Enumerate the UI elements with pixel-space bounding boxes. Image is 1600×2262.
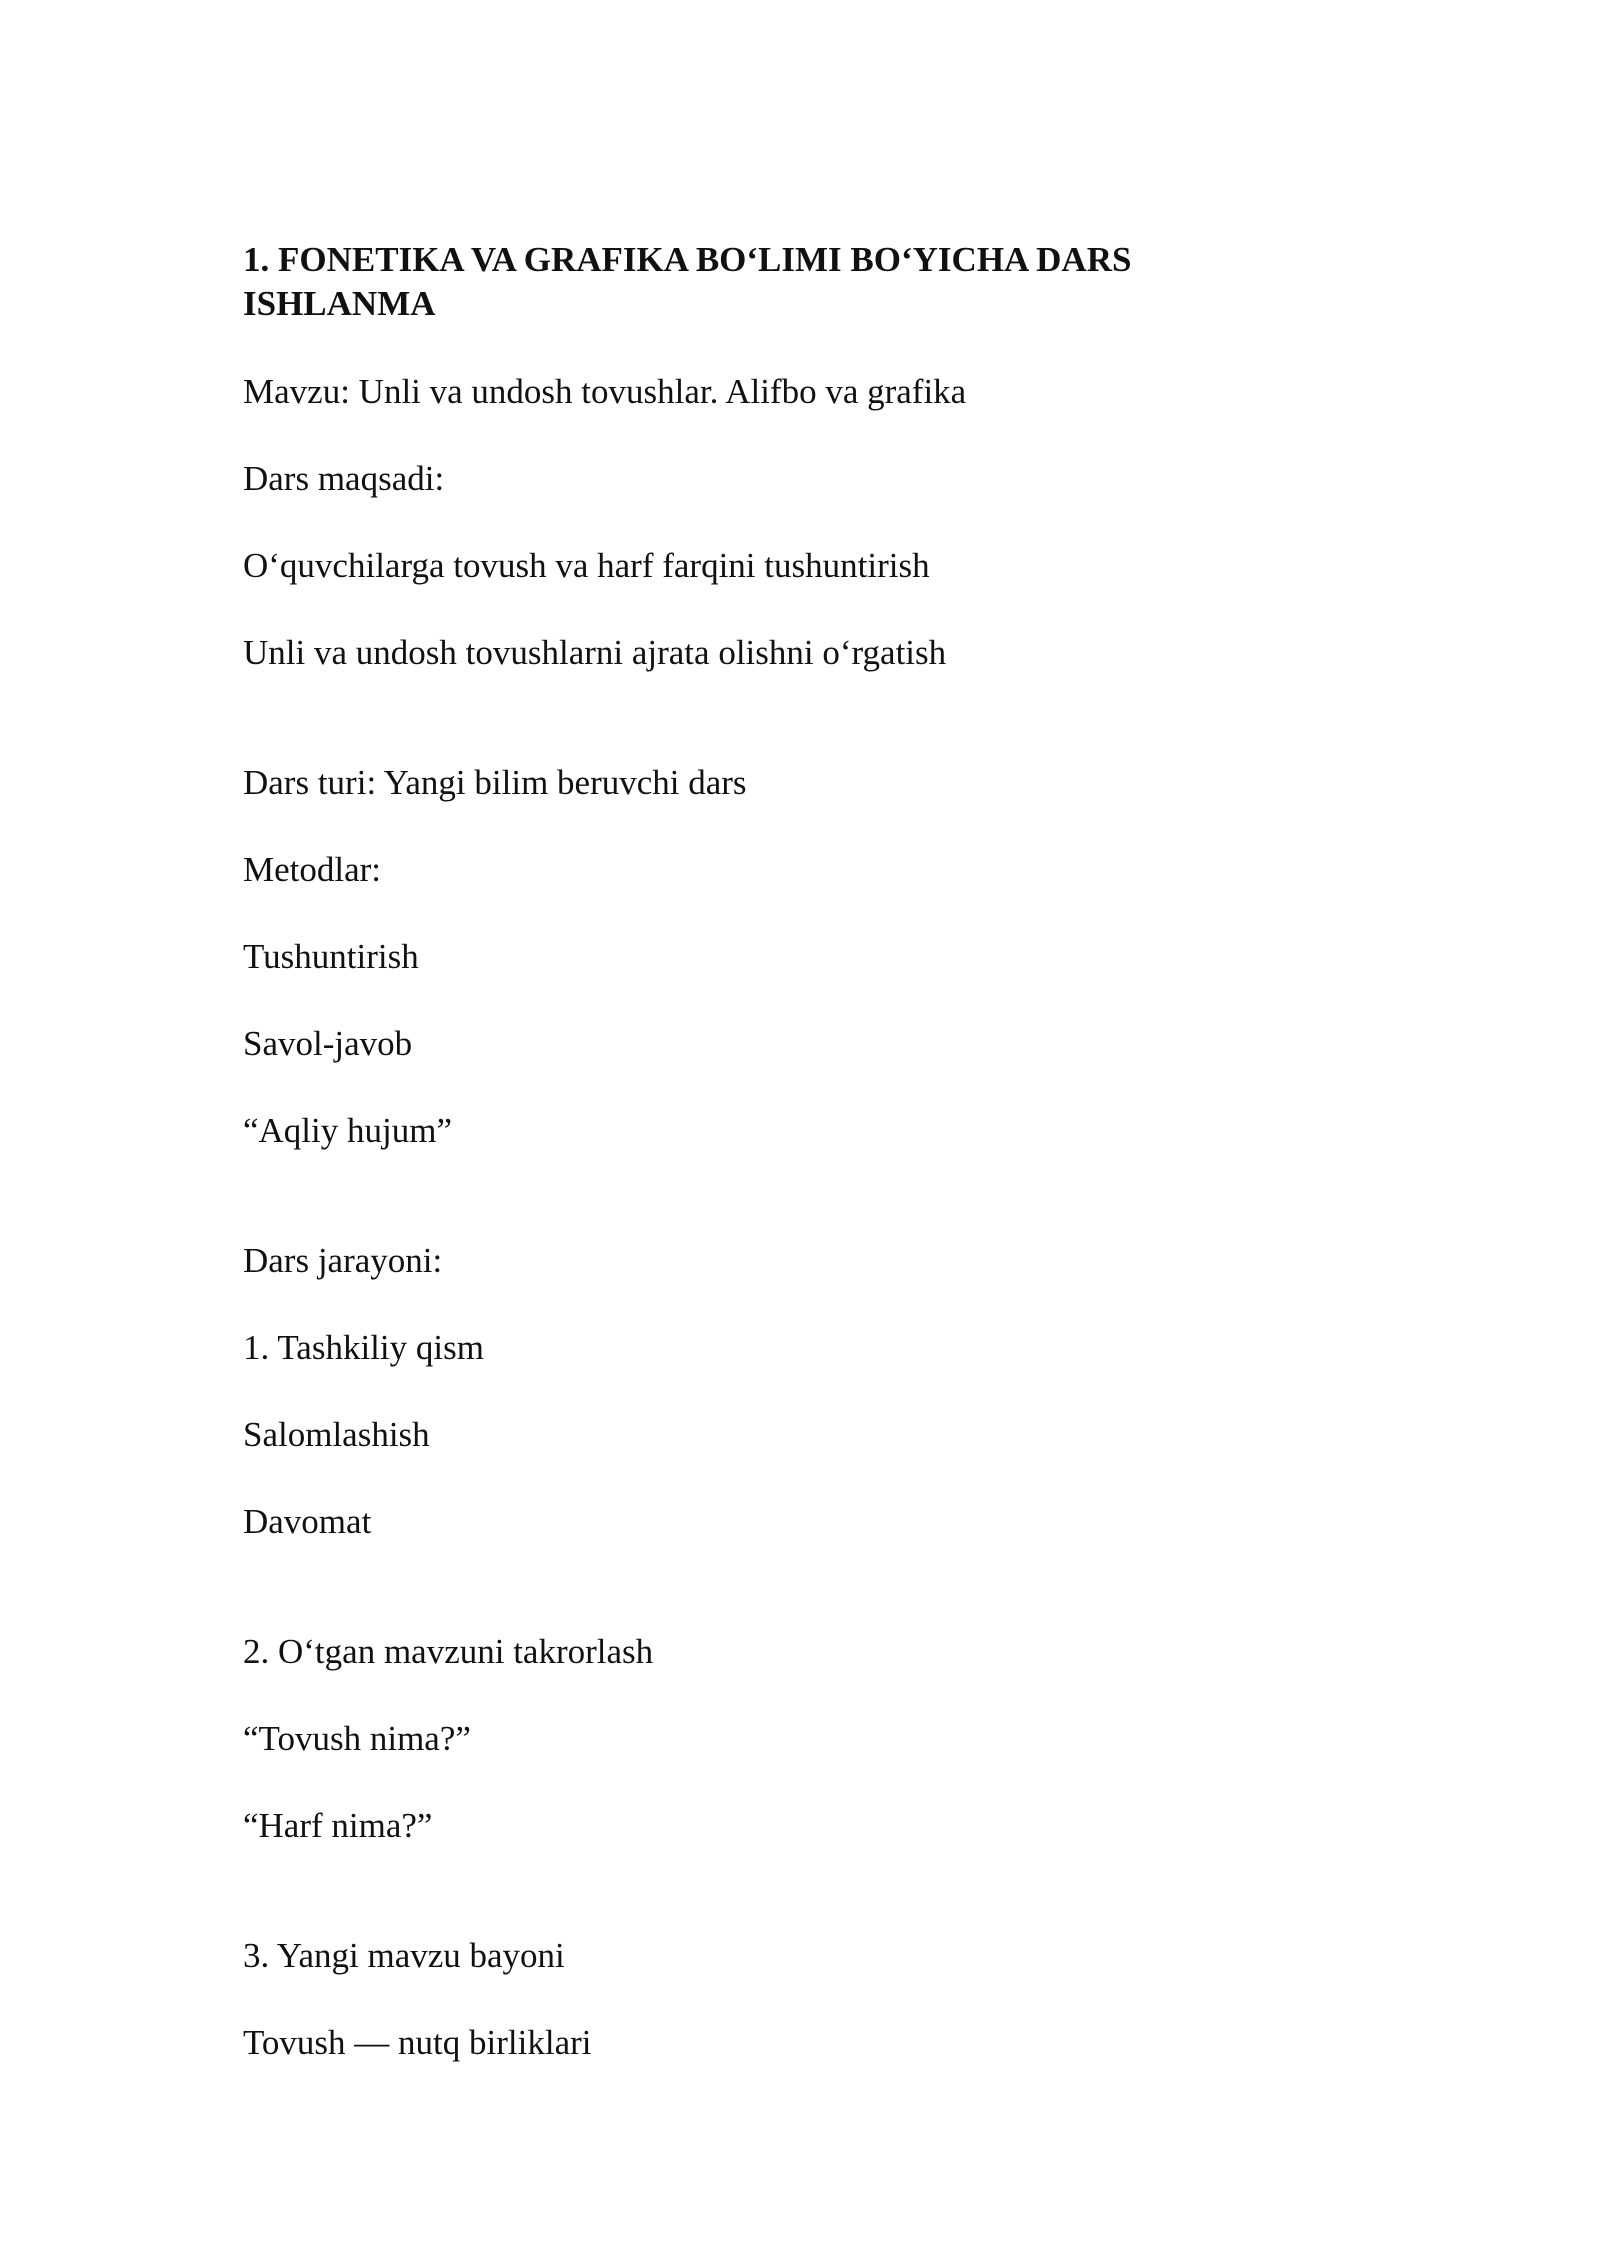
lesson-goal-item: O‘quvchilarga tovush va harf farqini tushuntirish (243, 546, 930, 585)
step-item: Salomlashish (243, 1415, 430, 1454)
lesson-process-heading: Dars jarayoni: (243, 1241, 443, 1280)
lesson-type-line: Dars turi: Yangi bilim beruvchi dars (243, 763, 747, 802)
step-item: Tovush — nutq birliklari (243, 2023, 592, 2062)
lesson-goal-heading: Dars maqsadi: (243, 459, 445, 498)
methods-heading: Metodlar: (243, 850, 382, 889)
lesson-goal-item: Unli va undosh tovushlarni ajrata olishni o‘rgatish (243, 633, 947, 672)
step-heading: 3. Yangi mavzu bayoni (243, 1936, 565, 1975)
method-item: Savol-javob (243, 1024, 413, 1063)
step-heading: 1. Tashkiliy qism (243, 1328, 484, 1367)
method-item: “Aqliy hujum” (243, 1111, 452, 1150)
step-heading: 2. O‘tgan mavzuni takrorlash (243, 1632, 654, 1671)
method-item: Tushuntirish (243, 937, 419, 976)
topic-line: Mavzu: Unli va undosh tovushlar. Alifbo va grafika (243, 372, 967, 411)
step-item: Davomat (243, 1502, 372, 1541)
step-item: “Harf nima?” (243, 1806, 433, 1845)
step-item: “Tovush nima?” (243, 1719, 471, 1758)
document-title: 1. FONETIKA VA GRAFIKA BO‘LIMI BO‘YICHA DARS ISHLANMA (243, 240, 1132, 323)
